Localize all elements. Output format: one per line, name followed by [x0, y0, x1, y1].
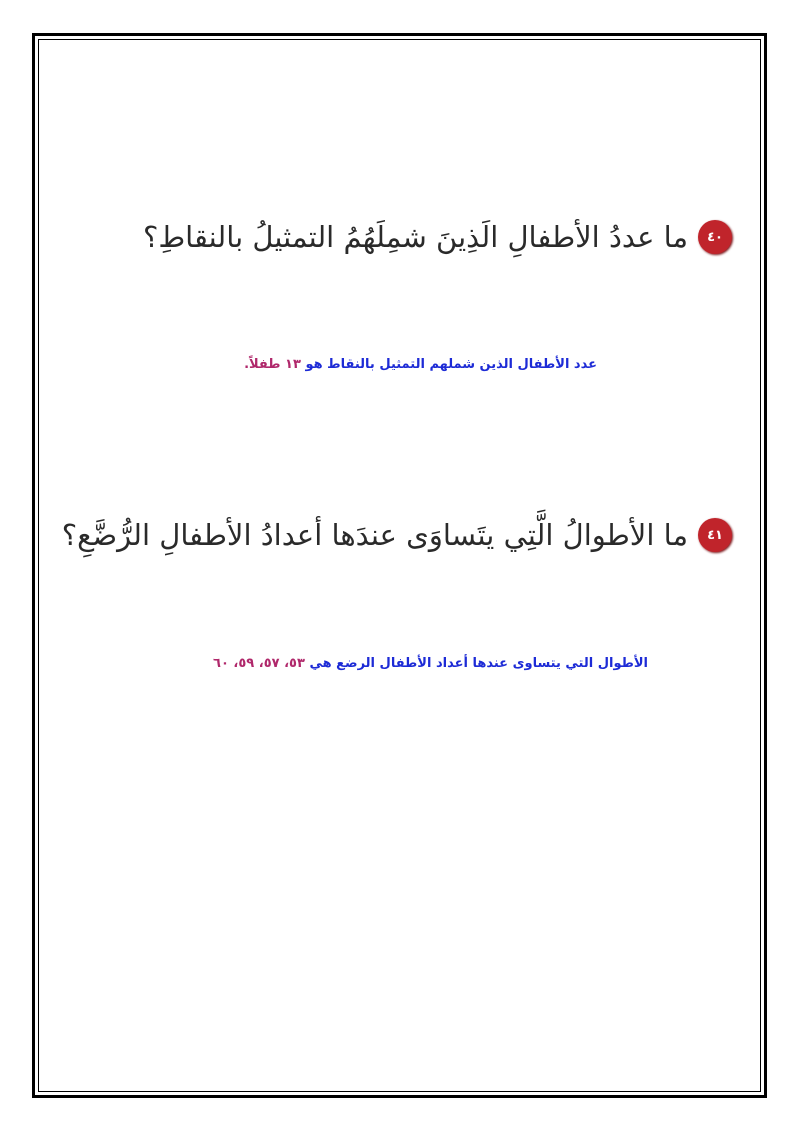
answer-text: عدد الأطفال الذين شملهم التمثيل بالنقاط هو — [305, 357, 597, 372]
page-border-inner — [38, 39, 761, 1092]
answer-value: ١٣ طفلاً. — [244, 357, 301, 372]
answer-41 — [213, 655, 648, 673]
question-text: ما عددُ الأطفالِ الَذِينَ شمِلَهُمُ التمثيلُ بالنقاطِ؟ — [142, 220, 688, 254]
question-number-badge: ٤١ — [698, 518, 732, 552]
answer-value: ٥٣، ٥٧، ٥٩، ٦٠ — [213, 656, 305, 671]
question-41 — [62, 518, 732, 552]
answer-40 — [244, 356, 597, 374]
question-text: ما الأطوالُ الَّتِي يتَساوَى عندَها أعدادُ الأطفالِ الرُّضَّعِ؟ — [61, 518, 688, 552]
question-40 — [143, 220, 732, 254]
question-number-badge: ٤٠ — [698, 220, 732, 254]
answer-text: الأطوال التي يتساوى عندها أعداد الأطفال الرضع هي — [309, 656, 648, 671]
